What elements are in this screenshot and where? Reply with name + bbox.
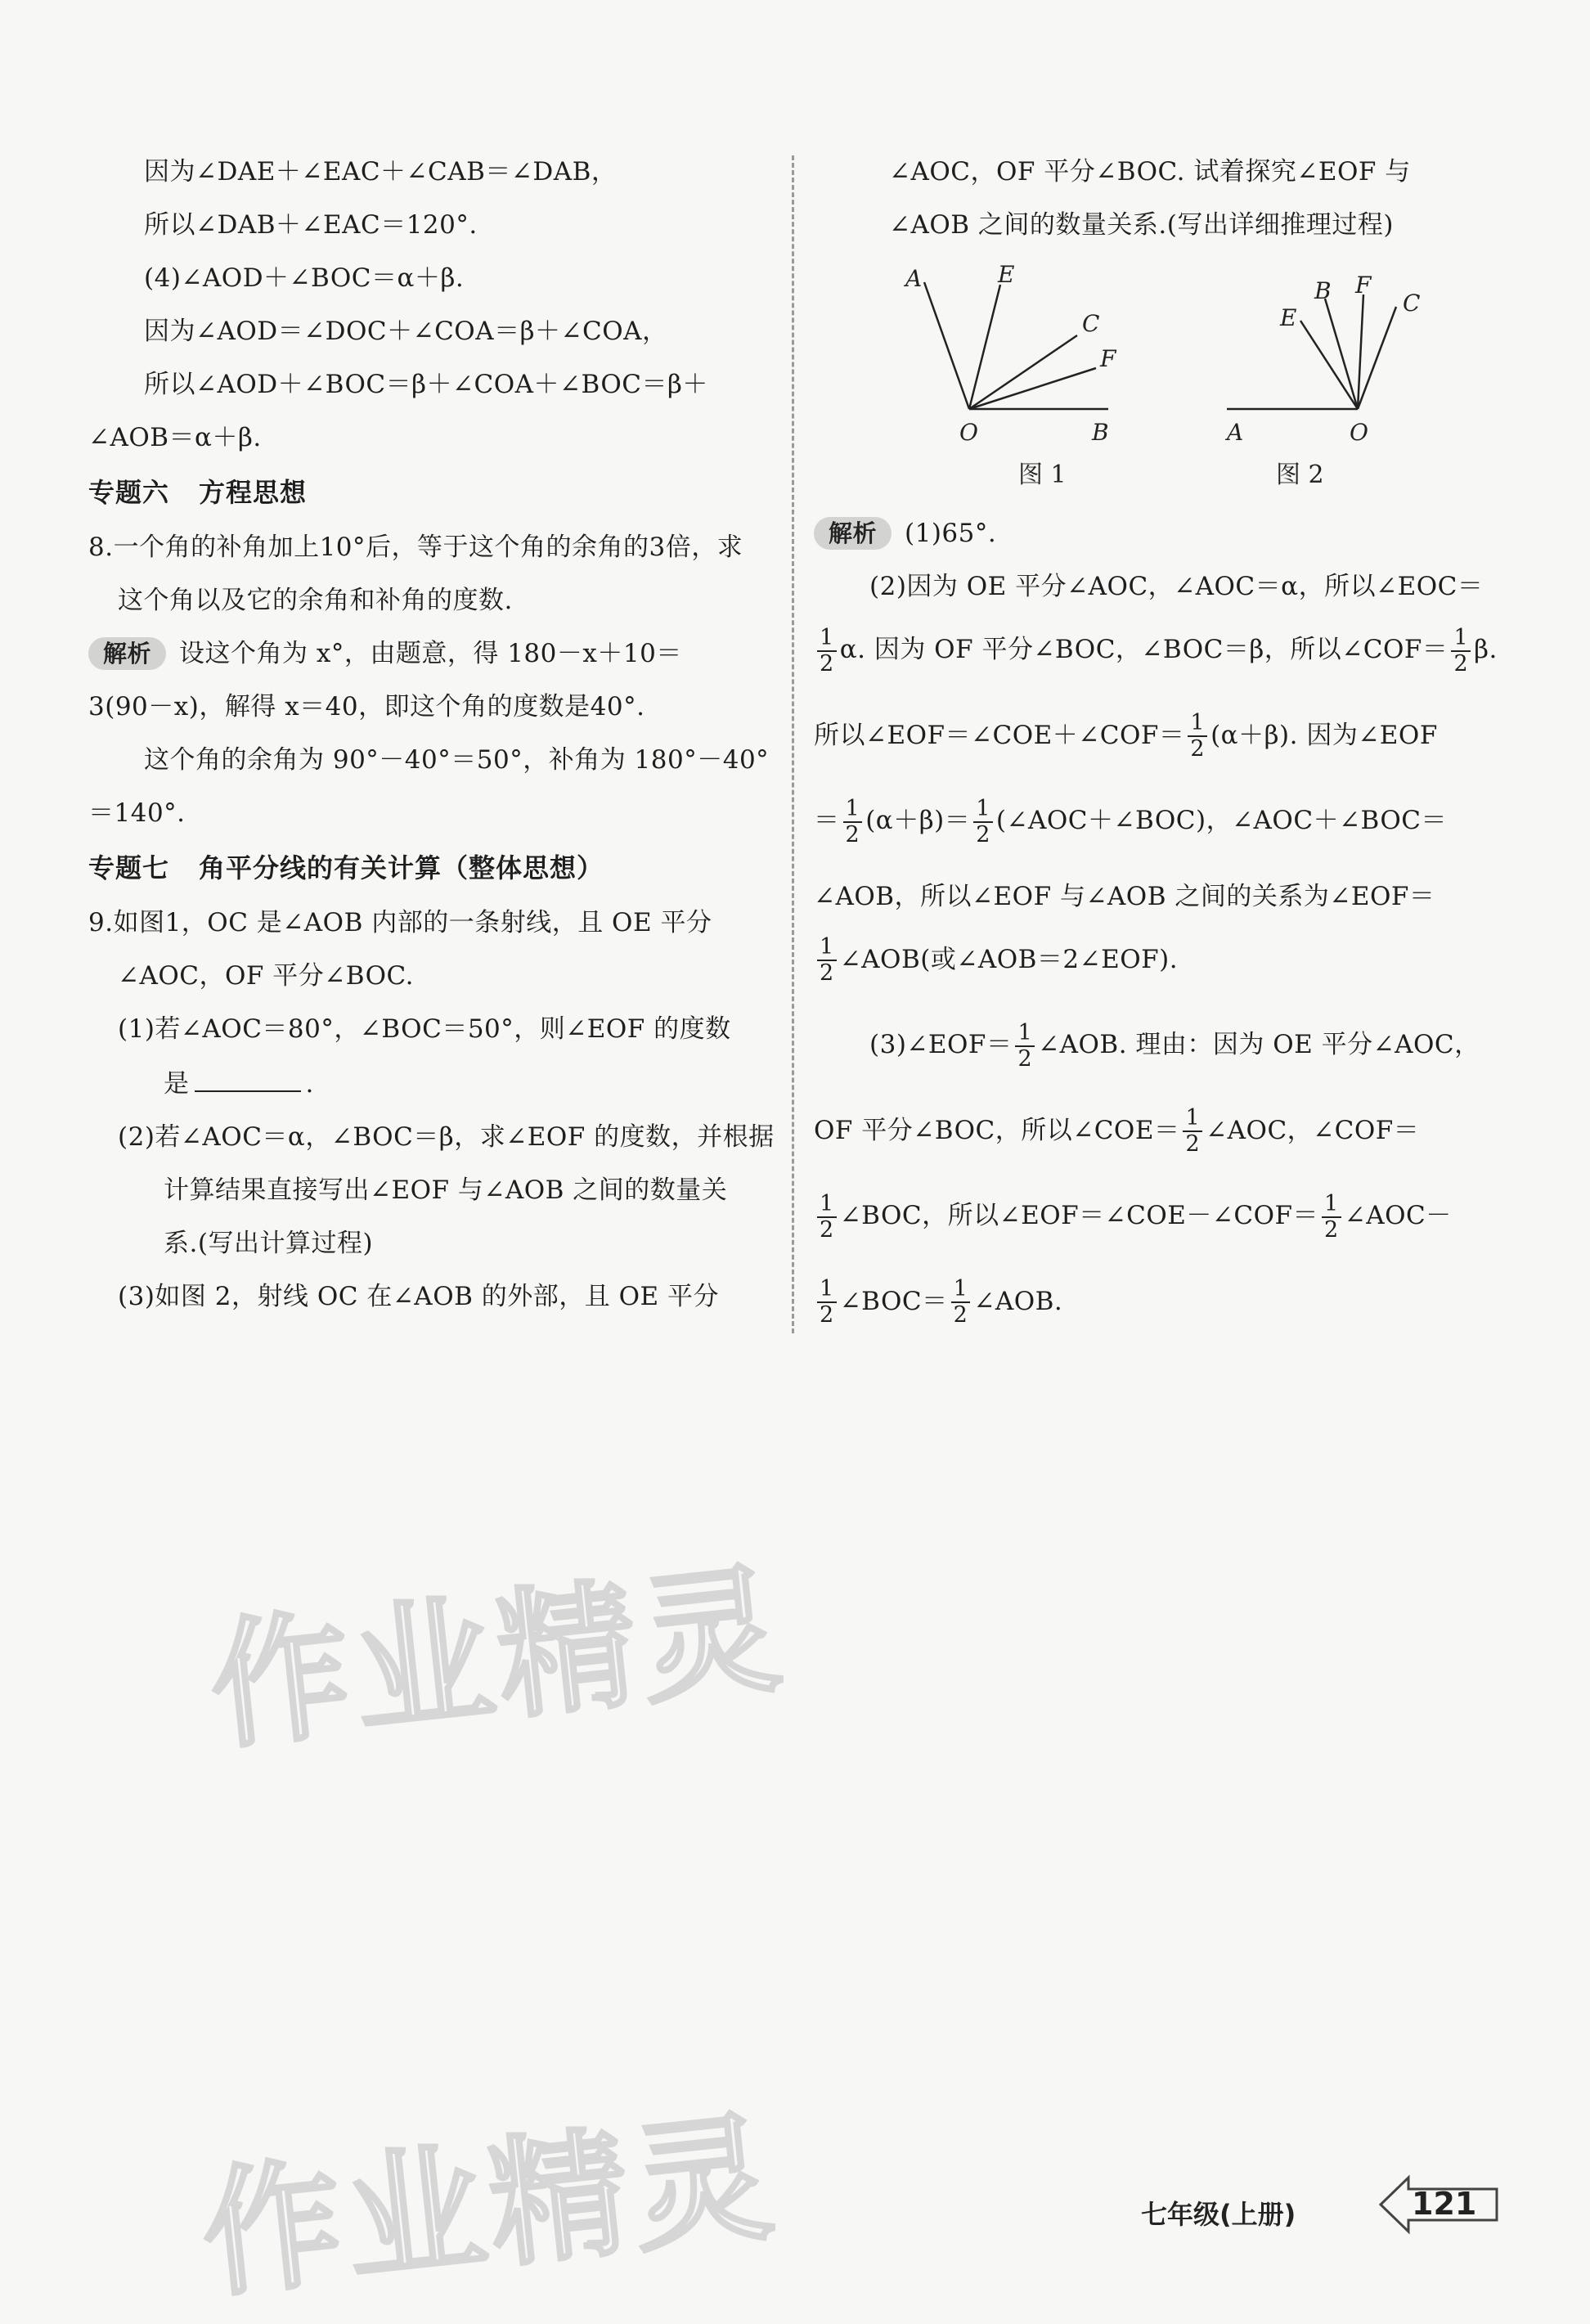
question-9: 9.如图1，OC 是∠AOB 内部的一条射线，且 OE 平分 — [88, 908, 712, 937]
text-fragment: ∠BOC，所以∠EOF＝∠COE－∠COF＝ — [839, 1201, 1319, 1230]
text-line: 计算结果直接写出∠EOF 与∠AOB 之间的数量关 — [164, 1175, 728, 1205]
angle-figures — [814, 262, 1498, 499]
fraction: $\frac{1}{2}$ — [1015, 1021, 1035, 1072]
fraction: $\frac{1}{2}$ — [817, 935, 837, 986]
right-column — [814, 155, 1498, 1360]
figures — [814, 262, 1498, 499]
fraction: $\frac{1}{2}$ — [817, 1277, 837, 1328]
fraction: $\frac{1}{2}$ — [1451, 626, 1471, 677]
label-B: B — [1092, 419, 1109, 446]
label-O: O — [959, 419, 978, 446]
text-fragment: ∠AOC－ — [1344, 1201, 1452, 1230]
fraction: $\frac{1}{2}$ — [951, 1277, 971, 1328]
fraction: $\frac{1}{2}$ — [817, 1192, 837, 1243]
text-line — [814, 1189, 1498, 1243]
fig1-caption: 图 1 — [1018, 461, 1067, 489]
ray-OB — [1325, 299, 1358, 409]
text-line: 3(90－x)，解得 x＝40，即这个角的度数是40°. — [88, 692, 645, 721]
ray-OF — [969, 368, 1096, 409]
text-line — [814, 1275, 1498, 1328]
text-line: 所以∠AOD＋∠BOC＝β＋∠COA＋∠BOC＝β＋ — [144, 370, 708, 399]
label-A: A — [905, 265, 923, 292]
left-column — [88, 155, 775, 1333]
section-name: 角平分线的有关计算（整体思想） — [199, 852, 604, 883]
text-line: ∠AOC，OF 平分∠BOC. — [118, 961, 414, 991]
question-8: 8.一个角的补角加上10°后，等于这个角的余角的3倍，求 — [88, 533, 743, 562]
text-line: (4)∠AOD＋∠BOC＝α＋β. — [144, 263, 465, 293]
watermark: 作业精灵 — [195, 2096, 785, 2318]
text-line: ∠AOC，OF 平分∠BOC. 试着探究∠EOF 与 — [889, 157, 1411, 187]
column-divider — [792, 155, 794, 1333]
fraction: $\frac{1}{2}$ — [1322, 1192, 1341, 1243]
analysis-8 — [88, 637, 775, 670]
label-E: E — [998, 262, 1015, 288]
text-line: ＝140°. — [88, 798, 186, 828]
text-line — [814, 933, 1498, 987]
label-C: C — [1403, 290, 1421, 317]
page-number-badge — [1374, 2168, 1505, 2241]
fraction: $\frac{1}{2}$ — [1183, 1106, 1202, 1157]
text-fragment: (α＋β)＝ — [865, 806, 971, 835]
label-E: E — [1280, 304, 1297, 331]
section-name: 方程思想 — [199, 477, 308, 508]
text-line — [814, 1018, 1498, 1072]
text-fragment: . — [305, 1069, 314, 1099]
fraction: $\frac{1}{2}$ — [973, 797, 993, 847]
text-line — [814, 794, 1498, 847]
text-line — [814, 709, 1498, 762]
text-fragment: OF 平分∠BOC，所以∠COE＝ — [814, 1115, 1180, 1145]
ray-OF — [1358, 294, 1363, 409]
text-line: (2)因为 OE 平分∠AOC，∠AOC＝α，所以∠EOC＝ — [869, 572, 1484, 601]
text-fragment: (α＋β). 因为∠EOF — [1210, 720, 1438, 750]
text-line: ∠AOB，所以∠EOF 与∠AOB 之间的关系为∠EOF＝ — [814, 881, 1435, 911]
text-line: ∠AOB＝α＋β. — [88, 423, 262, 452]
text-fragment: ∠AOB(或∠AOB＝2∠EOF). — [839, 944, 1179, 974]
text-fragment: (3)∠EOF＝ — [869, 1030, 1013, 1059]
text-fragment: α. 因为 OF 平分∠BOC，∠BOC＝β，所以∠COF＝ — [839, 635, 1449, 664]
text-fragment: 所以∠EOF＝∠COE＋∠COF＝ — [814, 720, 1185, 750]
text-line: ∠AOB 之间的数量关系.(写出详细推理过程) — [889, 210, 1394, 240]
text-line: (2)若∠AOC＝α，∠BOC＝β，求∠EOF 的度数，并根据 — [118, 1122, 775, 1152]
text-line: 因为∠AOD＝∠DOC＋∠COA＝β＋∠COA， — [144, 317, 668, 346]
text-line: 设这个角为 x°，由题意，得 180－x＋10＝ — [179, 639, 682, 668]
text-fragment: ∠AOB. 理由：因为 OE 平分∠AOC， — [1038, 1030, 1480, 1059]
text-line — [814, 623, 1498, 677]
text-line: 这个角的余角为 90°－40°＝50°，补角为 180°－40° — [144, 745, 770, 775]
text-line: (3)如图 2，射线 OC 在∠AOB 的外部，且 OE 平分 — [118, 1282, 719, 1311]
text-line: 因为∠DAE＋∠EAC＋∠CAB＝∠DAB， — [144, 157, 618, 187]
label-A: A — [1227, 419, 1244, 446]
text-line: 这个角以及它的余角和补角的度数. — [118, 586, 513, 615]
section-title-6 — [88, 474, 775, 510]
label-F: F — [1355, 272, 1372, 299]
analysis-badge: 解析 — [814, 517, 892, 550]
section-title-7 — [88, 850, 775, 886]
label-O: O — [1350, 419, 1368, 446]
text-line — [88, 1066, 775, 1100]
figure-2 — [1227, 294, 1396, 409]
answer-blank — [195, 1066, 301, 1092]
text-line — [814, 1104, 1498, 1158]
figure-1 — [924, 282, 1108, 409]
ray-OA — [924, 282, 969, 409]
fraction: $\frac{1}{2}$ — [1188, 711, 1207, 762]
text-line: (1)65°. — [905, 519, 997, 548]
label-C: C — [1082, 310, 1100, 337]
text-line: (1)若∠AOC＝80°，∠BOC＝50°，则∠EOF 的度数 — [118, 1014, 731, 1044]
ray-OE — [1300, 321, 1358, 409]
text-fragment: ∠AOB. — [973, 1286, 1063, 1316]
ray-OC — [1358, 307, 1396, 409]
fig2-caption: 图 2 — [1276, 461, 1324, 489]
page-number: 121 — [1412, 2186, 1477, 2222]
fraction: $\frac{1}{2}$ — [843, 797, 863, 847]
text-fragment: 是 — [164, 1069, 190, 1099]
fraction: $\frac{1}{2}$ — [817, 626, 837, 677]
text-fragment: (∠AOC＋∠BOC)，∠AOC＋∠BOC＝ — [995, 806, 1448, 835]
section-number: 专题七 — [88, 852, 170, 883]
grade-label: 七年级(上册) — [1141, 2199, 1296, 2230]
text-fragment: β. — [1474, 635, 1498, 664]
analysis-badge: 解析 — [88, 637, 166, 670]
analysis-9 — [814, 517, 1498, 550]
text-fragment: ∠BOC＝ — [839, 1286, 948, 1316]
label-F: F — [1100, 345, 1116, 372]
section-number: 专题六 — [88, 477, 170, 508]
text-line: 所以∠DAB＋∠EAC＝120°. — [144, 210, 478, 240]
text-line: 系.(写出计算过程) — [164, 1229, 374, 1258]
text-fragment: ∠AOC，∠COF＝ — [1206, 1115, 1420, 1145]
text-fragment: ＝ — [814, 806, 840, 835]
watermark: 作业精灵 — [203, 1548, 793, 1770]
label-B: B — [1314, 277, 1332, 304]
